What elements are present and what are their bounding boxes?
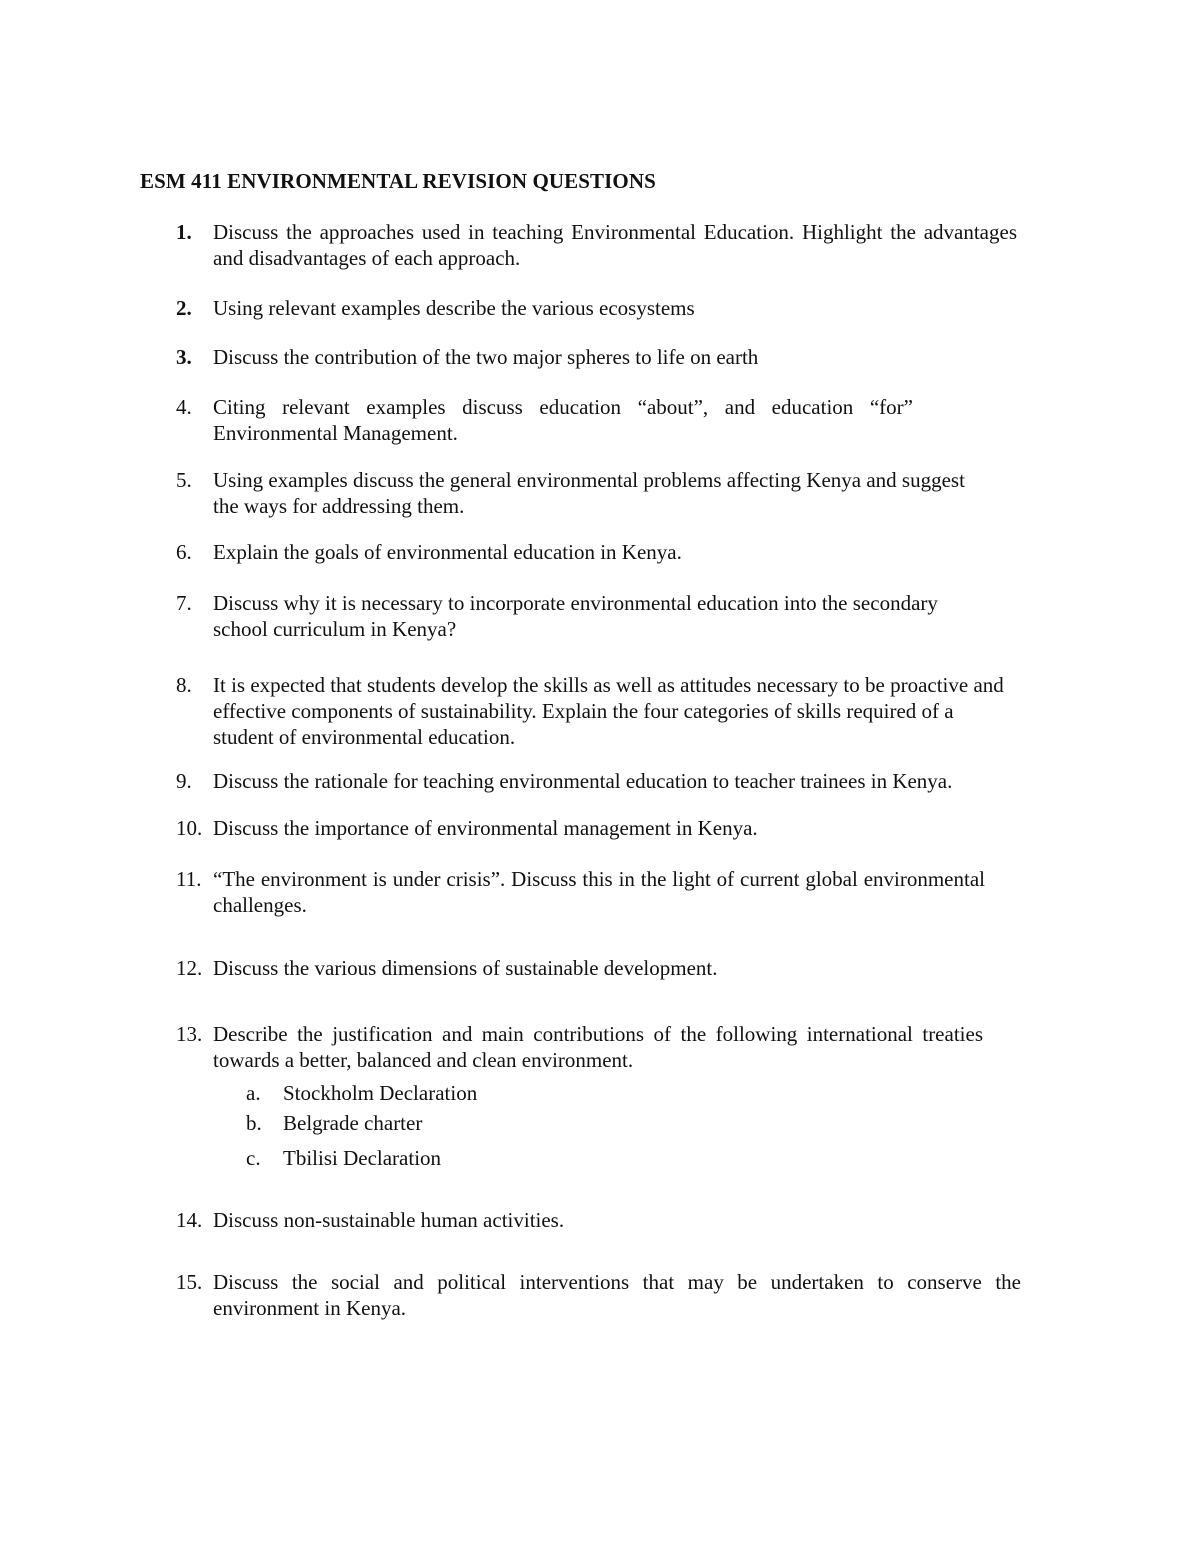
- sub-item-text: Tbilisi Declaration: [283, 1146, 442, 1170]
- question-number: 9.: [176, 769, 192, 793]
- sub-item-letter: b.: [246, 1111, 262, 1135]
- question-text: Discuss the approaches used in teaching Environmental Education. Highlight the advantages and disadvantages of each approach.: [213, 220, 1017, 270]
- question-text: Explain the goals of environmental education in Kenya.: [213, 540, 682, 564]
- question-text: It is expected that students develop the skills as well as attitudes necessary to be proactive and effective components of sustainability. Explain the four categories of skills required of a student of environmental education.: [213, 673, 1004, 749]
- sub-item-letter: a.: [246, 1081, 261, 1105]
- question-number: 2.: [176, 296, 192, 320]
- question-number: 6.: [176, 540, 192, 564]
- question-number: 3.: [176, 345, 192, 369]
- question-number: 5.: [176, 468, 192, 492]
- question-number: 10.: [176, 816, 203, 840]
- question-text: Describe the justification and main contributions of the following international treaties towards a better, balanced and clean environment.: [213, 1022, 983, 1072]
- question-text: Discuss the contribution of the two major spheres to life on earth: [213, 345, 759, 369]
- document-title: ESM 411 ENVIRONMENTAL REVISION QUESTIONS: [140, 169, 656, 193]
- question-item: [176, 590, 1026, 642]
- question-number: 13.: [176, 1022, 203, 1046]
- question-item: [176, 815, 1026, 841]
- question-text: Using examples discuss the general environmental problems affecting Kenya and suggest the ways for addressing them.: [213, 468, 965, 518]
- question-item: [176, 344, 1026, 370]
- question-item: [176, 219, 1026, 271]
- question-text: Using relevant examples describe the various ecosystems: [213, 296, 695, 320]
- question-item: [176, 1207, 1026, 1233]
- question-text: Discuss the rationale for teaching environmental education to teacher trainees in Kenya.: [213, 769, 953, 793]
- sub-item-letter: c.: [246, 1146, 261, 1170]
- sub-item-text: Belgrade charter: [283, 1111, 423, 1135]
- sub-item: [246, 1080, 646, 1106]
- question-item: [176, 539, 1026, 565]
- question-text: Discuss the social and political interventions that may be undertaken to conserve the environment in Kenya.: [213, 1270, 1021, 1320]
- question-item: [176, 1269, 1026, 1321]
- question-text: Discuss the various dimensions of sustainable development.: [213, 956, 718, 980]
- question-item: [176, 1021, 1026, 1073]
- question-number: 4.: [176, 395, 192, 419]
- question-number: 12.: [176, 956, 203, 980]
- sub-item-text: Stockholm Declaration: [283, 1081, 478, 1105]
- question-item: [176, 955, 1026, 981]
- question-text: Citing relevant examples discuss education “about”, and education “for” Environmental Management.: [213, 395, 913, 445]
- question-item: [176, 295, 1026, 321]
- question-number: 7.: [176, 591, 192, 615]
- question-text: Discuss the importance of environmental management in Kenya.: [213, 816, 758, 840]
- question-item: [176, 768, 1056, 794]
- question-text: Discuss non-sustainable human activities.: [213, 1208, 565, 1232]
- question-number: 8.: [176, 673, 192, 697]
- question-item: [176, 866, 1026, 918]
- question-item: [176, 467, 1026, 519]
- sub-item: [246, 1145, 646, 1171]
- question-number: 11.: [176, 867, 202, 891]
- question-number: 14.: [176, 1208, 203, 1232]
- question-number: 15.: [176, 1270, 203, 1294]
- question-number: 1.: [176, 220, 192, 244]
- sub-item: [246, 1110, 646, 1136]
- question-text: Discuss why it is necessary to incorporate environmental education into the secondary school curriculum in Kenya?: [213, 591, 938, 641]
- question-text: “The environment is under crisis”. Discuss this in the light of current global environmental challenges.: [213, 867, 985, 917]
- question-item: [176, 394, 1026, 446]
- question-item: [176, 672, 1026, 750]
